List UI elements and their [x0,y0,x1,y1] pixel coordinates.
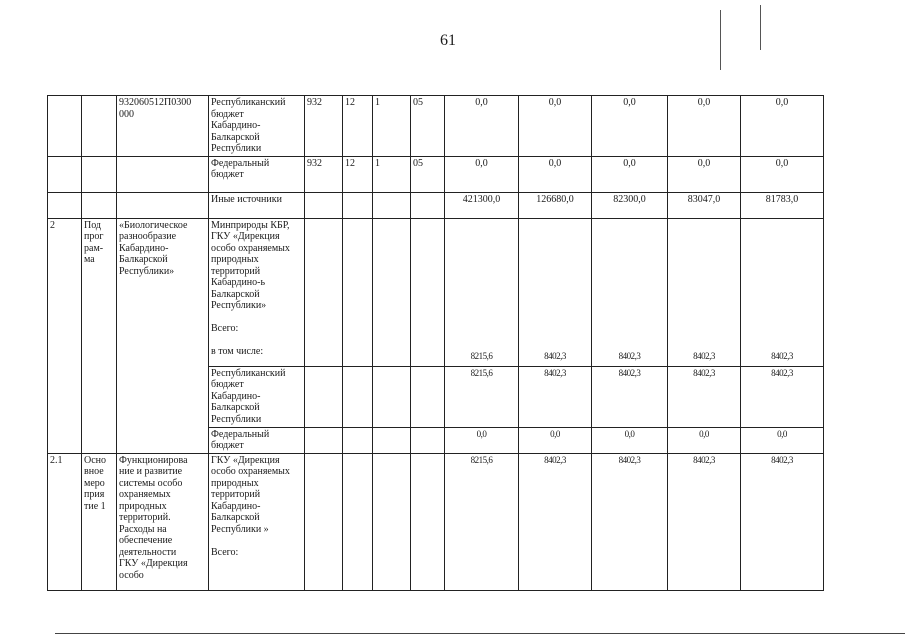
cell-value: 8402,3 [668,218,741,366]
cell-name: Функционирова ние и развитие системы особо охраняемых природных территорий. Расходы на обеспечение деятельности ГКУ «Дирекция особо [117,453,209,590]
cell-value: 83047,0 [668,192,741,218]
cell-source: Республиканский бюджет Кабардино- Балкарской Республики [209,366,305,427]
table-row [48,156,824,192]
cell-value: 0,0 [741,156,824,192]
cell-num: 2.1 [48,453,82,590]
cell-value: 0,0 [445,156,519,192]
cell-value: 0,0 [592,156,668,192]
cell-value: 8402,3 [519,366,592,427]
cell-rz [343,218,373,366]
cell-num [48,192,82,218]
cell-source: Федеральный бюджет [209,427,305,453]
cell-num [48,156,82,192]
cell-pr: 1 [373,96,411,157]
cell-type [82,192,117,218]
cell-value: 0,0 [445,96,519,157]
cell-rz [343,427,373,453]
cell-pr [373,427,411,453]
cell-rz [343,366,373,427]
page-number: 61 [440,32,456,49]
cell-value: 81783,0 [741,192,824,218]
cell-rz [343,192,373,218]
cell-value: 8402,3 [741,453,824,590]
cell-value: 8215,6 [445,453,519,590]
scan-artifact-top [720,10,721,70]
cell-value: 0,0 [741,96,824,157]
cell-value: 0,0 [668,427,741,453]
budget-table [47,95,824,591]
cell-value: 126680,0 [519,192,592,218]
cell-vr [411,192,445,218]
cell-value: 8402,3 [668,453,741,590]
cell-source: Федеральный бюджет [209,156,305,192]
cell-grbs [305,427,343,453]
cell-pr [373,453,411,590]
cell-num [48,96,82,157]
cell-grbs [305,453,343,590]
cell-value: 0,0 [668,156,741,192]
cell-pr [373,366,411,427]
cell-value: 0,0 [519,156,592,192]
cell-type [82,156,117,192]
cell-source: Республиканский бюджет Кабардино- Балкарской Республики [209,96,305,157]
cell-value: 8402,3 [519,453,592,590]
cell-value: 0,0 [741,427,824,453]
cell-pr [373,218,411,366]
cell-value: 8402,3 [741,366,824,427]
table-row [48,453,824,590]
cell-value: 0,0 [519,427,592,453]
cell-value: 8215,6 [445,218,519,366]
cell-value: 8402,3 [519,218,592,366]
cell-pr [373,192,411,218]
scan-bottom-edge [55,633,905,634]
table-row [48,192,824,218]
cell-value: 0,0 [445,427,519,453]
cell-vr [411,427,445,453]
cell-value: 8402,3 [741,218,824,366]
cell-grbs [305,218,343,366]
cell-value: 8402,3 [668,366,741,427]
scan-artifact-top-2 [760,5,761,50]
cell-value: 421300,0 [445,192,519,218]
cell-code: 932060512П0300 000 [117,96,209,157]
cell-grbs: 932 [305,96,343,157]
cell-value: 8215,6 [445,366,519,427]
cell-code [117,156,209,192]
cell-grbs [305,192,343,218]
cell-rz [343,453,373,590]
table-row [48,96,824,157]
cell-value: 82300,0 [592,192,668,218]
cell-grbs: 932 [305,156,343,192]
cell-value: 0,0 [592,427,668,453]
cell-value: 0,0 [519,96,592,157]
cell-vr: 05 [411,96,445,157]
cell-type: Осно вное меро прия тие 1 [82,453,117,590]
table-row [48,218,824,366]
cell-vr: 05 [411,156,445,192]
cell-rz: 12 [343,96,373,157]
cell-value: 0,0 [592,96,668,157]
cell-rz: 12 [343,156,373,192]
cell-source: Иные источники [209,192,305,218]
cell-executor: ГКУ «Дирекция особо охраняемых природных территорий Кабардино- Балкарской Республики » Всего: [209,453,305,590]
cell-num: 2 [48,218,82,453]
cell-type: Под прог рам- ма [82,218,117,453]
cell-value: 8402,3 [592,366,668,427]
cell-value: 0,0 [668,96,741,157]
cell-grbs [305,366,343,427]
cell-code [117,192,209,218]
cell-vr [411,453,445,590]
cell-executor: Минприроды КБР, ГКУ «Дирекция особо охраняемых природных территорий Кабардино-ь Балкарской Республики» Всего: в том числе: [209,218,305,366]
cell-vr [411,218,445,366]
cell-value: 8402,3 [592,453,668,590]
cell-value: 8402,3 [592,218,668,366]
cell-vr [411,366,445,427]
cell-pr: 1 [373,156,411,192]
cell-name: «Биологическое разнообразие Кабардино- Балкарской Республики» [117,218,209,453]
cell-type [82,96,117,157]
